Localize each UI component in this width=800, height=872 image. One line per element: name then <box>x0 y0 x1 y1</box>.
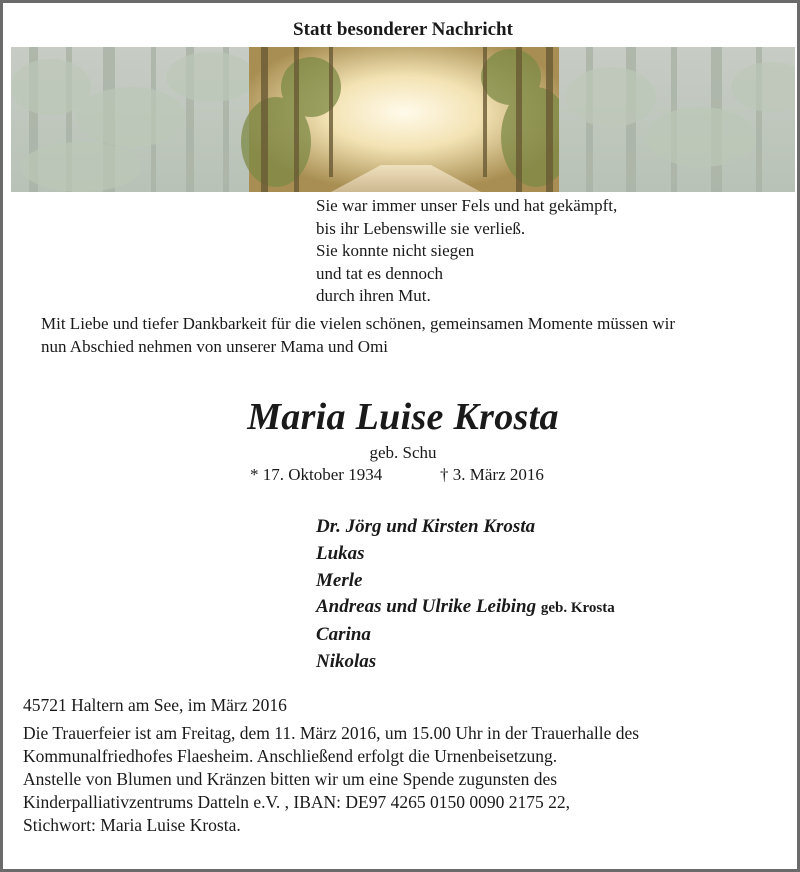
maiden-name: geb. Schu <box>369 443 437 462</box>
mourners-list <box>316 514 615 676</box>
birth-date: * 17. Oktober 1934 <box>250 465 383 484</box>
notice-heading: Statt besonderer Nachricht <box>293 19 513 40</box>
info-line: Die Trauerfeier ist am Freitag, dem 11. März 2016, um 15.00 Uhr in der Trauerhalle des <box>23 723 640 743</box>
mourner-name: Nikolas <box>316 650 377 672</box>
place-and-date: 45721 Haltern am See, im März 2016 <box>23 695 287 715</box>
mourner-entry <box>316 568 615 595</box>
mourner-entry <box>316 594 615 622</box>
poem-line: Sie konnte nicht siegen <box>316 241 475 260</box>
mourner-note: geb. Krosta <box>540 600 615 617</box>
mourner-name: Andreas und Ulrike Leibing <box>316 596 537 618</box>
info-line: Kommunalfriedhofes Flaesheim. Anschließend erfolgt die Urnenbeisetzung. <box>23 746 558 766</box>
mourner-name: Dr. Jörg und Kirsten Krosta <box>316 516 536 537</box>
forest-banner-image <box>11 47 795 192</box>
mourner-name: Lukas <box>316 542 365 564</box>
deceased-name: Maria Luise Krosta <box>247 396 559 438</box>
poem-line: und tat es dennoch <box>316 263 443 283</box>
info-line: Stichwort: Maria Luise Krosta. <box>23 815 241 835</box>
poem-line: Sie war immer unser Fels und hat gekämpft, <box>316 196 618 215</box>
poem-line: bis ihr Lebenswille sie verließ. <box>316 218 526 238</box>
mourner-entry <box>316 649 615 676</box>
info-line: Kinderpalliativzentrums Datteln e.V. , IBAN: DE97 4265 0150 0090 2175 22, <box>23 792 570 812</box>
intro-line: nun Abschied nehmen von unserer Mama und Omi <box>41 337 389 356</box>
mourner-entry <box>316 622 615 649</box>
poem-line: durch ihren Mut. <box>316 286 431 305</box>
info-line: Anstelle von Blumen und Kränzen bitten wir um eine Spende zugunsten des <box>23 769 558 789</box>
mourner-entry <box>316 541 615 568</box>
funeral-info <box>23 722 793 837</box>
mourner-name: Carina <box>316 624 371 646</box>
poem <box>316 195 617 308</box>
mourner-name: Merle <box>316 569 363 591</box>
intro-line: Mit Liebe und tiefer Dankbarkeit für die vielen schönen, gemeinsamen Momente müssen wir <box>41 314 676 333</box>
death-date: † 3. März 2016 <box>440 465 544 484</box>
intro-text <box>41 312 771 358</box>
mourner-entry <box>316 514 615 541</box>
